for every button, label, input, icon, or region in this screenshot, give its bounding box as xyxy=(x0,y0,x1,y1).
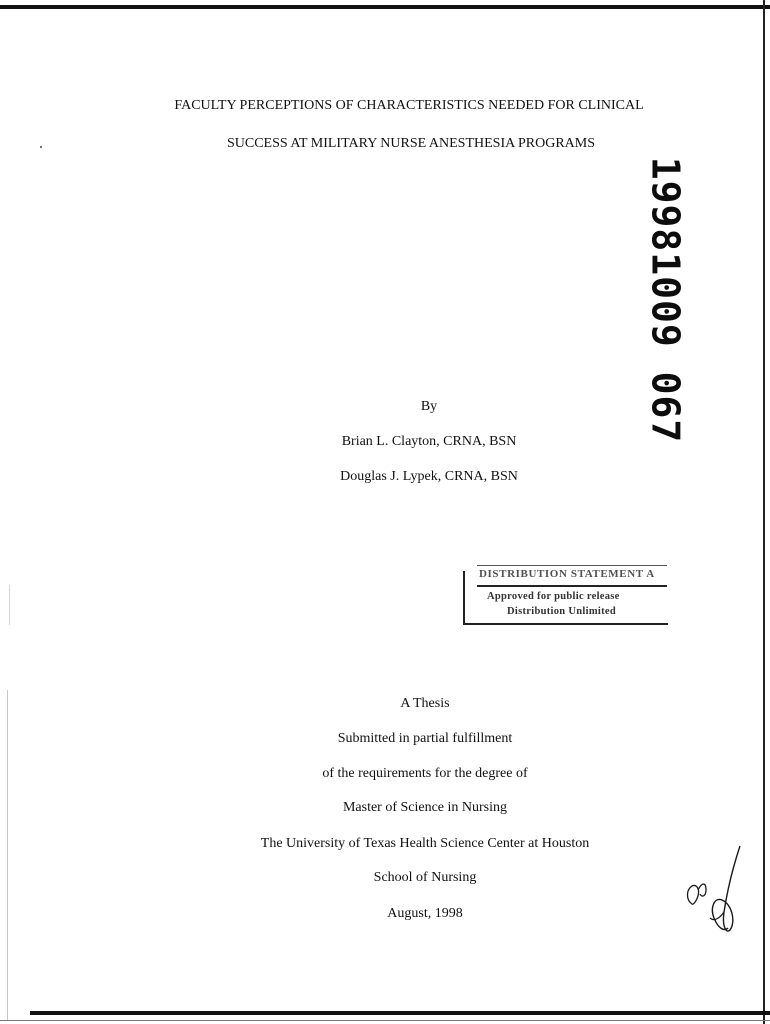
accession-number-text: 19981009 067 xyxy=(643,156,688,444)
stamp-rule-top xyxy=(477,565,667,566)
accession-number xyxy=(643,156,688,444)
submission-line-1: A Thesis xyxy=(400,696,450,711)
byline-by: By xyxy=(420,399,438,414)
stamp-rule-left xyxy=(463,571,465,625)
author-2: Douglas J. Lypek, CRNA, BSN xyxy=(340,469,518,484)
submission-line-3: of the requirements for the degree of xyxy=(322,766,528,781)
stamp-rule-bottom xyxy=(463,623,668,625)
scan-edge-bottom xyxy=(30,1011,770,1015)
stamp-heading: DISTRIBUTION STATEMENT A xyxy=(479,568,655,580)
stamp-rule-middle xyxy=(477,585,667,587)
title-line-2: SUCCESS AT MILITARY NURSE ANESTHESIA PROGRAMS xyxy=(226,136,595,151)
author-1: Brian L. Clayton, CRNA, BSN xyxy=(341,434,517,449)
stamp-line-2: Distribution Unlimited xyxy=(507,606,616,617)
submission-line-4: Master of Science in Nursing xyxy=(342,800,508,815)
submission-line-7: August, 1998 xyxy=(387,906,463,921)
submission-line-2: Submitted in partial fulfillment xyxy=(337,731,513,746)
scan-mark-left xyxy=(9,585,10,625)
title-line-1: FACULTY PERCEPTIONS OF CHARACTERISTICS NEEDED FOR CLINICAL xyxy=(174,98,644,113)
distribution-statement-stamp xyxy=(463,563,668,625)
scan-edge-bottom-thin xyxy=(0,1020,770,1021)
scan-edge-left xyxy=(7,690,8,1020)
scan-edge-top xyxy=(0,5,770,9)
submission-line-5: The University of Texas Health Science Center at Houston xyxy=(260,836,590,851)
submission-line-6: School of Nursing xyxy=(373,870,477,885)
handwritten-initials-icon xyxy=(684,842,744,942)
stamp-line-1: Approved for public release xyxy=(487,591,620,602)
